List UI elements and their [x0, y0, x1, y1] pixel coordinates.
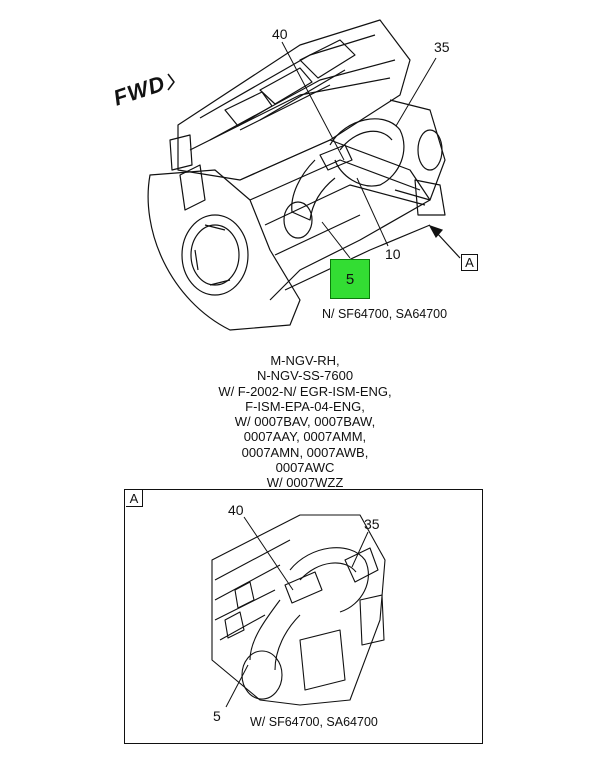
- callout-5-highlight[interactable]: [330, 259, 370, 299]
- main-applicability: N/ SF64700, SA64700: [322, 307, 448, 321]
- note-line: M-NGV-RH,: [270, 353, 340, 368]
- note-line: 0007AWC: [275, 460, 335, 476]
- note-line: N-NGV-SS-7600: [256, 368, 354, 384]
- note-line: 0007AAY, 0007AMM,: [243, 429, 367, 445]
- callout-5: 5: [345, 270, 355, 288]
- note-line: W/ 0007BAV, 0007BAW,: [234, 414, 376, 430]
- applicability-notes: [0, 353, 610, 491]
- callout-40: 40: [272, 26, 288, 42]
- note-line: F-ISM-EPA-04-ENG,: [245, 398, 365, 414]
- detail-callout-35: 35: [364, 516, 380, 532]
- note-line: 0007AMN, 0007AWB,: [241, 444, 369, 460]
- note-line: W/ F-2002-N/ EGR-ISM-ENG,: [218, 383, 392, 399]
- detail-callout-5: 5: [213, 708, 221, 724]
- detail-callout-40: 40: [228, 502, 244, 518]
- view-reference-a: A: [461, 254, 478, 271]
- forward-direction-label: FWD: [110, 70, 169, 111]
- detail-view-a-frame: [124, 489, 483, 744]
- note-line: W/ 0007WZZ: [266, 475, 344, 491]
- detail-view-a-tag: A: [126, 490, 143, 507]
- callout-10: 10: [385, 246, 401, 262]
- callout-35: 35: [434, 39, 450, 55]
- detail-applicability: W/ SF64700, SA64700: [250, 715, 378, 729]
